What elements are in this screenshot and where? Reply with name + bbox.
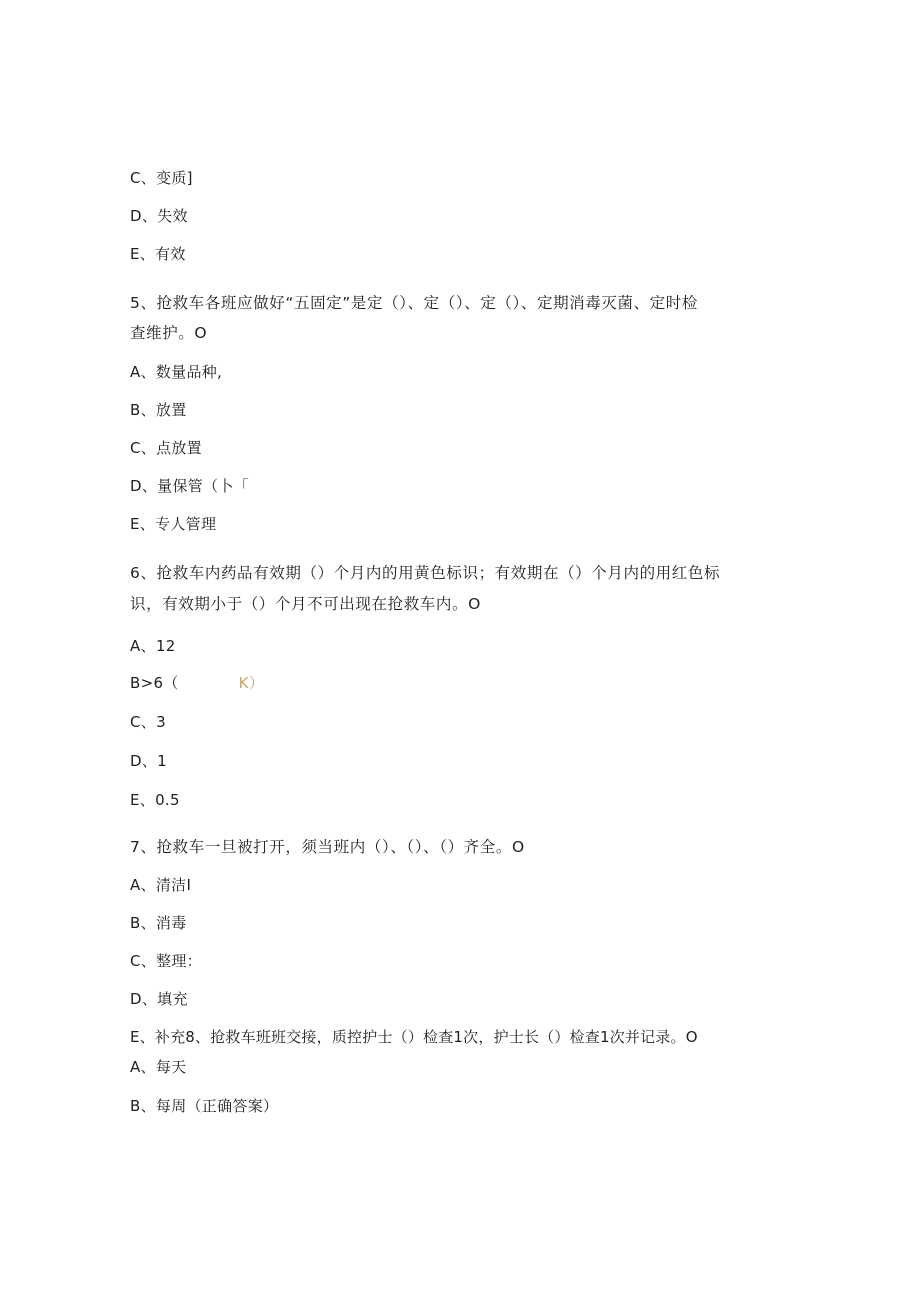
option-e-q6: E、0.5 — [130, 791, 180, 809]
option-a-q6: A、12 — [130, 637, 176, 655]
option-d-q7: D、填充 — [130, 990, 188, 1008]
option-d-q6: D、1 — [130, 752, 167, 770]
option-b-q7: B、消毒 — [130, 914, 187, 932]
option-e-q7-and-question-8: E、补充8、抢救车班班交接，质控护士（）检查1次，护士长（）检查1次并记录。O — [130, 1028, 698, 1046]
option-c-q7: C、整理： — [130, 952, 202, 970]
question-5-line-1: 5、抢救车各班应做好“五固定”是定（）、定（）、定（）、定期消毒灭菌、定时检 — [130, 294, 698, 312]
question-7: 7、抢救车一旦被打开，须当班内（）、（）、（）齐全。O — [130, 838, 525, 856]
option-e-q4: E、有效 — [130, 245, 186, 263]
option-d-q4: D、失效 — [130, 207, 188, 225]
option-b-q6-text: B>6（ — [130, 674, 179, 692]
faint-mark: K） — [238, 674, 265, 692]
option-a-q5: A、数量品种, — [130, 363, 223, 381]
option-b-q5: B、放置 — [130, 401, 187, 419]
question-6-line-2: 识，有效期小于（）个月不可出现在抢救车内。O — [130, 595, 481, 613]
option-d-q5: D、量保管（卜「 — [130, 477, 249, 495]
option-b-q6 — [130, 673, 264, 693]
option-a-q7: A、清洁I — [130, 876, 192, 894]
question-5-line-2: 查维护。O — [130, 324, 208, 342]
option-c-q5: C、点放置 — [130, 439, 202, 457]
option-e-q5: E、专人管理 — [130, 515, 217, 533]
option-c-q4: C、变质] — [130, 169, 193, 187]
option-b-q8: B、每周（正确答案） — [130, 1097, 279, 1115]
option-c-q6: C、3 — [130, 713, 166, 731]
question-6-line-1: 6、抢救车内药品有效期（）个月内的用黄色标识；有效期在（）个月内的用红色标 — [130, 564, 721, 582]
option-a-q8: A、每天 — [130, 1058, 187, 1076]
